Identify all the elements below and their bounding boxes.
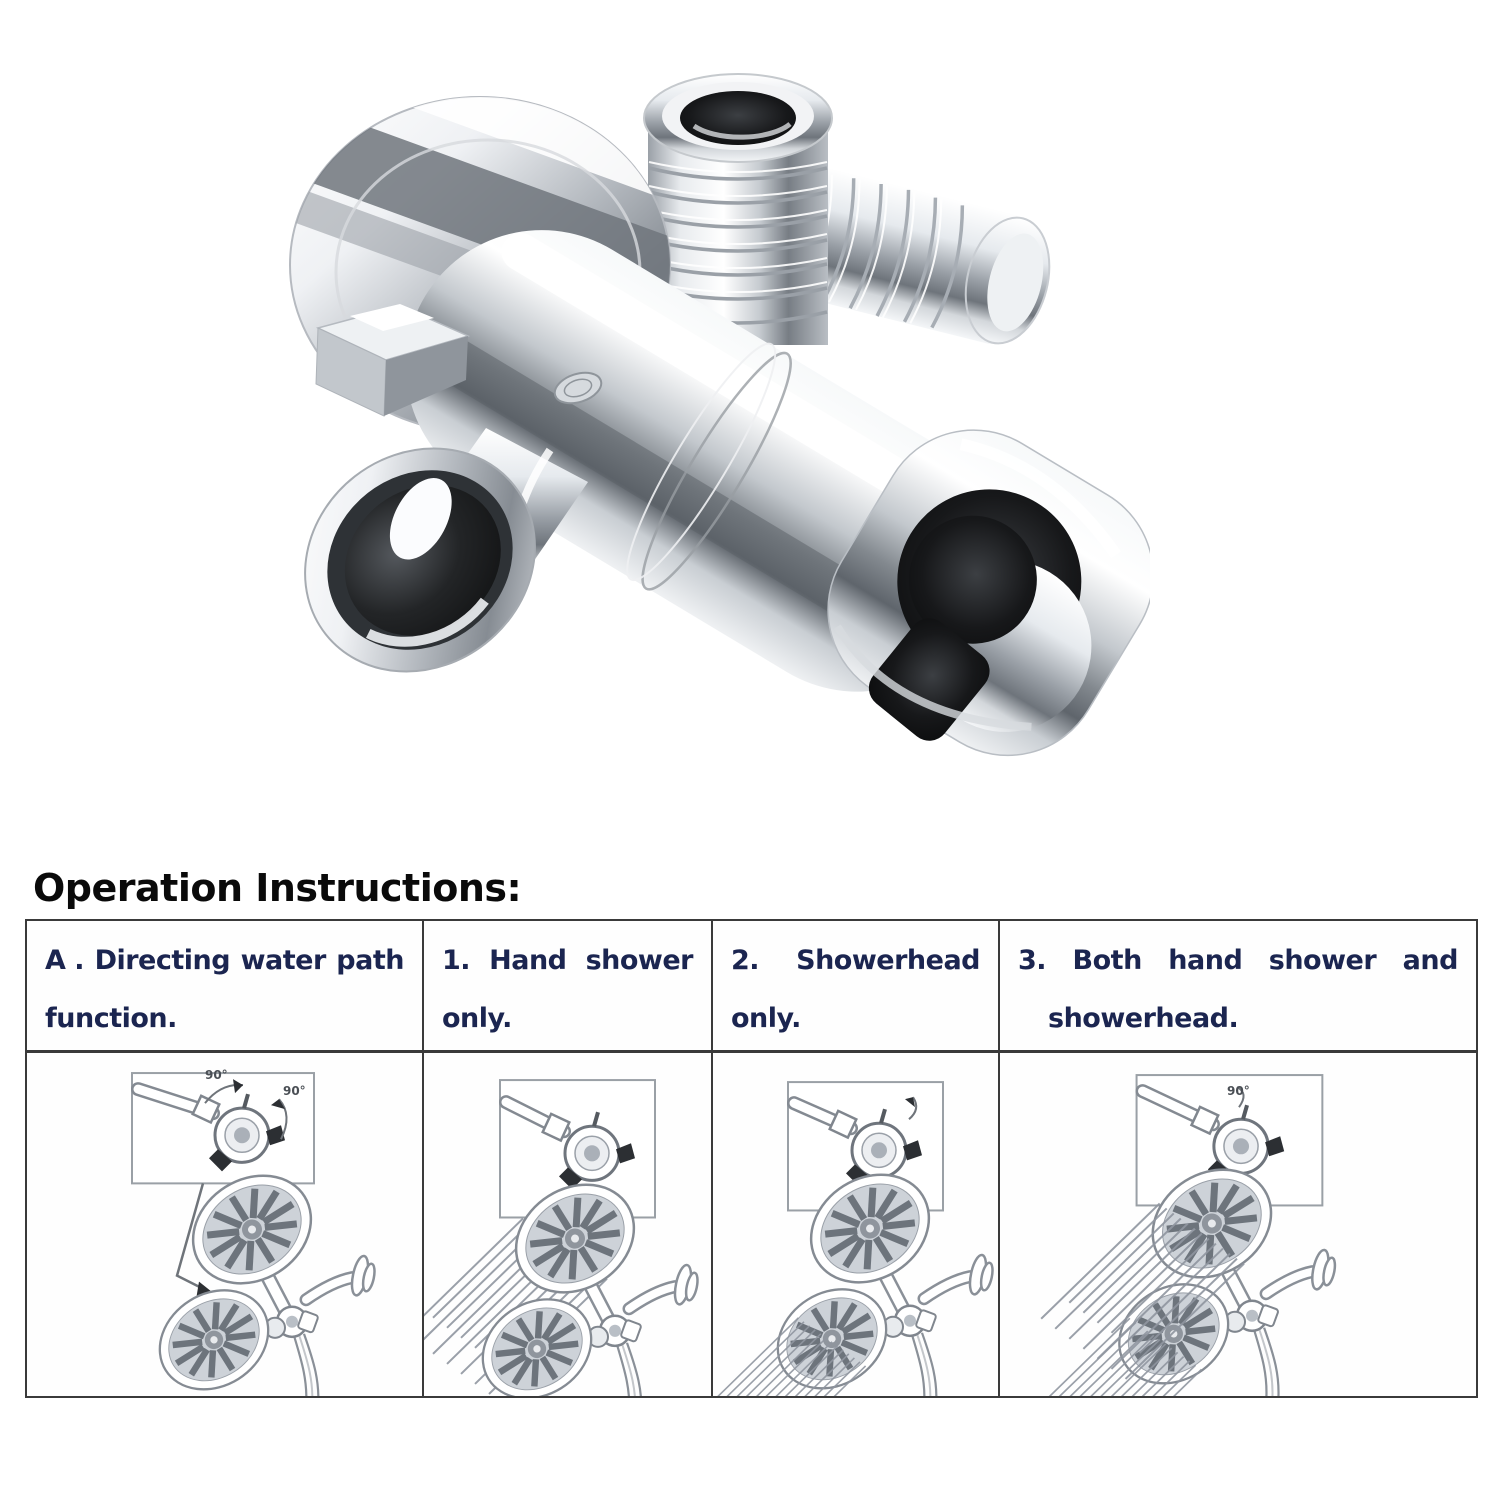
cell-line1 (731, 945, 980, 976)
cell-line2: function. (45, 1003, 177, 1034)
cell-text-3 (1000, 921, 1476, 1053)
word: shower (1268, 945, 1377, 976)
angle-label: 90° (283, 1084, 306, 1099)
showerhead-only-diagram (713, 1053, 998, 1396)
word: Showerhead (796, 945, 980, 976)
cell-illustration-1 (424, 1053, 711, 1396)
cell-illustration-a (27, 1053, 422, 1396)
word: 1. (442, 945, 471, 976)
word: water (240, 945, 326, 976)
cell-line2: only. (731, 1003, 801, 1034)
chrome-diverter-illustration (250, 10, 1150, 855)
instructions-table (25, 919, 1478, 1398)
cell-line1 (442, 945, 693, 976)
page-title: Operation Instructions: (33, 866, 522, 910)
word: A . (45, 945, 85, 976)
word: and (1402, 945, 1458, 976)
cell-line1 (1018, 945, 1458, 976)
word: Both (1072, 945, 1142, 976)
instruction-column-3 (1000, 921, 1476, 1396)
cell-text-2 (713, 921, 998, 1053)
word: Hand (489, 945, 567, 976)
instruction-column-2 (713, 921, 1000, 1396)
word: shower (585, 945, 693, 976)
cell-line1 (45, 945, 404, 976)
word: hand (1168, 945, 1243, 976)
cell-illustration-2 (713, 1053, 998, 1396)
instruction-column-a (27, 921, 424, 1396)
diverter-rotation-diagram (27, 1053, 422, 1396)
cell-text-a (27, 921, 422, 1053)
angle-label: 90° (1226, 1084, 1250, 1099)
cell-text-1 (424, 921, 711, 1053)
cell-line2: showerhead. (1048, 1003, 1239, 1034)
both-outputs-diagram (1000, 1053, 1476, 1396)
cell-line2: only. (442, 1003, 512, 1034)
word: path (336, 945, 404, 976)
instruction-column-1 (424, 921, 713, 1396)
cell-illustration-3 (1000, 1053, 1476, 1396)
hand-shower-only-diagram (424, 1053, 711, 1396)
product-photo (250, 10, 1150, 855)
word: 3. (1018, 945, 1047, 976)
word: Directing (94, 945, 231, 976)
angle-label: 90° (205, 1068, 228, 1083)
word: 2. (731, 945, 760, 976)
